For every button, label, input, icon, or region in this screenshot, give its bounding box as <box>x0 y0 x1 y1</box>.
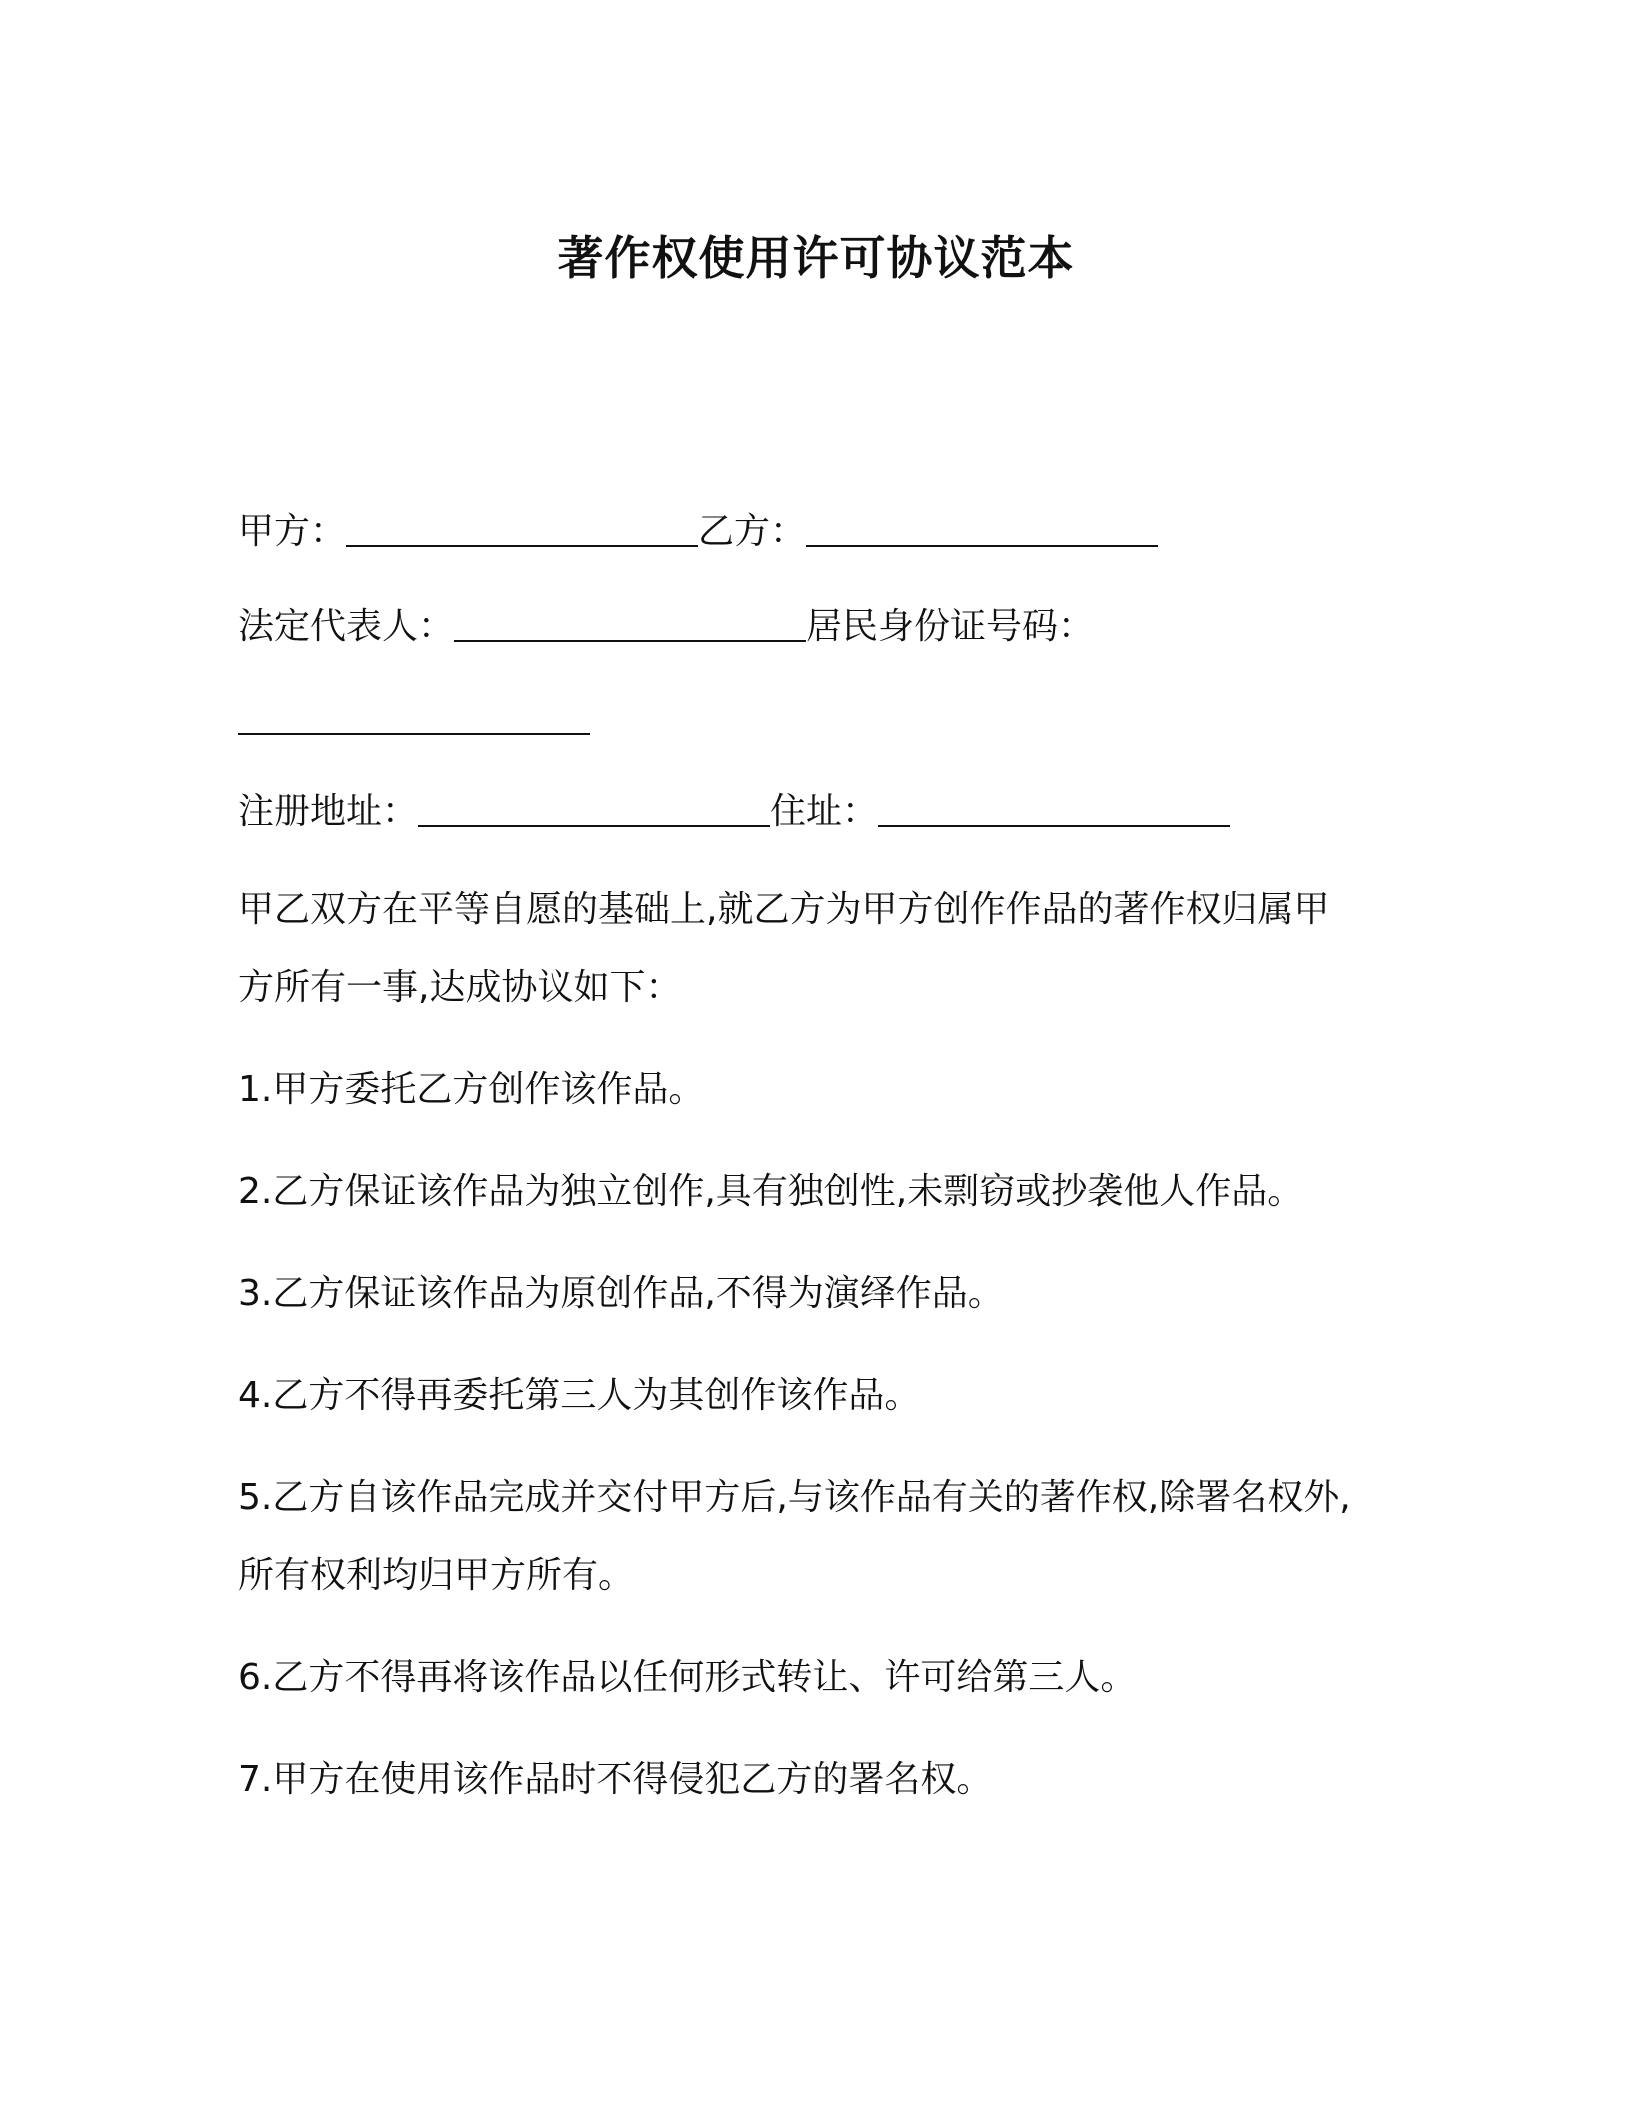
clause-5-line-2: 所有权利均归甲方所有。 <box>238 1555 635 1596</box>
clause-4: 4.乙方不得再委托第三人为其创作该作品。 <box>238 1375 921 1416</box>
address-label: 住址： <box>770 791 879 832</box>
preamble-line-2: 方所有一事,达成协议如下： <box>238 967 682 1008</box>
reg-address-label: 注册地址： <box>238 791 419 832</box>
clause-2: 2.乙方保证该作品为独立创作,具有独创性,未剽窃或抄袭他人作品。 <box>238 1171 1304 1212</box>
address-blank[interactable] <box>878 795 1230 827</box>
id-number-label: 居民身份证号码： <box>806 606 1095 647</box>
party-b-label: 乙方： <box>698 511 807 552</box>
clause-1: 1.甲方委托乙方创作该作品。 <box>238 1069 705 1110</box>
party-a-label: 甲方： <box>238 511 347 552</box>
clause-7: 7.甲方在使用该作品时不得侵犯乙方的署名权。 <box>238 1759 993 1800</box>
clause-3: 3.乙方保证该作品为原创作品,不得为演绎作品。 <box>238 1273 1004 1314</box>
reg-address-blank[interactable] <box>418 795 770 827</box>
legal-rep-blank[interactable] <box>454 610 806 642</box>
clause-5-line-1: 5.乙方自该作品完成并交付甲方后,与该作品有关的著作权,除署名权外, <box>238 1477 1351 1518</box>
party-a-blank[interactable] <box>346 515 698 547</box>
party-b-blank[interactable] <box>806 515 1158 547</box>
representative-line <box>238 605 1094 649</box>
id-number-line <box>238 698 590 742</box>
legal-rep-label: 法定代表人： <box>238 606 455 647</box>
address-line <box>238 790 1230 834</box>
party-line <box>238 510 1158 554</box>
preamble-line-1: 甲乙双方在平等自愿的基础上,就乙方为甲方创作作品的著作权归属甲 <box>238 889 1330 930</box>
document-title: 著作权使用许可协议范本 <box>557 231 1075 285</box>
clause-6: 6.乙方不得再将该作品以任何形式转让、许可给第三人。 <box>238 1657 1137 1698</box>
id-number-blank[interactable] <box>238 703 590 735</box>
